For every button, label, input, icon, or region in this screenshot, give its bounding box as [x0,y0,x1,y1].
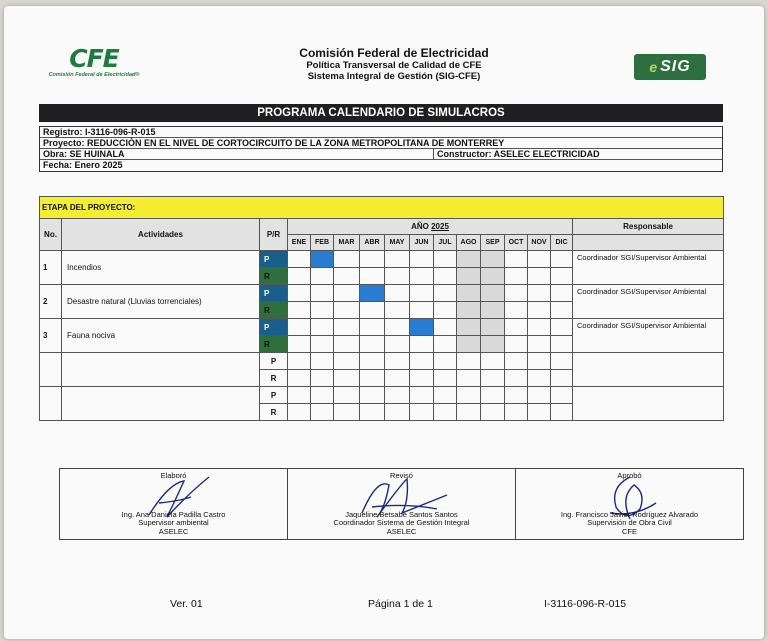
month-cell [311,302,334,319]
signature-label: Elaboró [160,471,187,480]
planned-label: P [260,251,288,268]
month-cell [360,387,385,404]
resp-subheader [573,235,724,251]
header-row [40,219,724,235]
etapa-row [40,197,724,219]
col-actividades: Actividades [62,219,260,251]
activity-number [40,353,62,387]
col-pr: P/R [260,219,288,251]
header-line-1: Comisión Federal de Electricidad [299,46,489,60]
document-header [4,44,764,94]
signature-names [288,511,515,537]
info-obra-row [40,149,722,160]
month-cell [288,302,311,319]
month-cell [551,285,573,302]
month-cell [457,319,481,336]
month-cell [360,285,385,302]
month-cell [457,404,481,421]
month-cell [434,353,457,370]
month-header: MAR [334,235,360,251]
month-cell [481,302,505,319]
month-cell [528,251,551,268]
month-cell [334,353,360,370]
month-cell [288,353,311,370]
month-cell [434,319,457,336]
signature-label: Revisó [390,471,413,480]
month-cell [360,268,385,285]
month-header: JUL [434,235,457,251]
signature-names [516,511,743,537]
month-cell [551,251,573,268]
month-cell [434,268,457,285]
month-cell [311,285,334,302]
signature-role: Supervisión de Obra Civil [587,518,672,527]
month-cell [457,302,481,319]
month-cell [385,251,410,268]
activity-number: 1 [40,251,62,285]
month-cell [360,319,385,336]
month-cell [505,319,528,336]
month-cell [434,251,457,268]
signature-reviso [288,469,516,539]
month-cell [481,268,505,285]
month-cell [528,370,551,387]
month-cell [551,404,573,421]
col-year [288,219,573,235]
month-cell [385,387,410,404]
month-header: ENE [288,235,311,251]
month-cell [457,370,481,387]
month-cell [288,336,311,353]
month-cell [410,353,434,370]
planned-label: P [260,353,288,370]
info-obra: Obra: SE HUINALA [43,149,125,159]
month-cell [288,268,311,285]
real-label: R [260,302,288,319]
planned-label: P [260,285,288,302]
responsable-cell [573,387,724,421]
info-proyecto: Proyecto: REDUCCIÓN EN EL NIVEL DE CORTOCIRCUITO DE LA ZONA METROPOLITANA DE MONTERREY [40,138,722,149]
real-label: R [260,370,288,387]
month-cell [551,370,573,387]
month-cell [385,336,410,353]
month-cell [334,387,360,404]
month-cell [505,370,528,387]
month-cell [410,285,434,302]
activity-name: Fauna nociva [62,319,260,353]
month-cell [385,319,410,336]
month-cell [481,370,505,387]
signature-elaboro [60,469,288,539]
month-cell [288,387,311,404]
schedule-table [39,196,724,421]
activity-name [62,387,260,421]
month-header: SEP [481,235,505,251]
month-cell [481,319,505,336]
month-cell [551,319,573,336]
signature-name: Jaqueline Betsabe Santos Santos [345,509,458,519]
month-cell [528,302,551,319]
month-cell [311,353,334,370]
month-cell [505,285,528,302]
month-header: FEB [311,235,334,251]
footer-code: I-3116-096-R-015 [544,598,627,610]
sig-logo-e: e [649,59,659,75]
signature-org: CFE [622,526,637,536]
responsable-cell: Coordinador SGI/Supervisor Ambiental [573,319,724,353]
activity-number: 2 [40,285,62,319]
month-cell [311,319,334,336]
month-cell [434,285,457,302]
month-header: AGO [457,235,481,251]
cfe-logo [48,46,140,78]
month-header: ABR [360,235,385,251]
month-cell [385,285,410,302]
month-cell [457,268,481,285]
signature-name: Ing. Francisco Javier Rodríguez Alvarado [560,509,699,519]
month-cell [481,387,505,404]
responsable-cell: Coordinador SGI/Supervisor Ambiental [573,285,724,319]
month-cell [528,404,551,421]
real-label: R [260,404,288,421]
month-cell [410,251,434,268]
planned-label: P [260,387,288,404]
month-header: DIC [551,235,573,251]
month-cell [288,285,311,302]
month-cell [505,268,528,285]
month-cell [288,404,311,421]
header-line-2: Política Transversal de Calidad de CFE [306,60,482,71]
month-cell [457,353,481,370]
month-cell [360,251,385,268]
month-cell [385,353,410,370]
col-responsable: Responsable [573,219,724,235]
month-cell [505,336,528,353]
real-label: R [260,336,288,353]
signature-name: Ing. Ana Daniela Padilla Castro [121,509,226,519]
month-cell [311,251,334,268]
month-cell [385,268,410,285]
month-cell [551,302,573,319]
month-cell [311,268,334,285]
month-cell [434,336,457,353]
etapa-label: ETAPA DEL PROYECTO: [40,197,724,219]
month-cell [457,285,481,302]
month-cell [334,319,360,336]
month-cell [334,285,360,302]
signature-names [60,511,287,537]
footer-version: Ver. 01 [170,598,203,610]
month-cell [334,370,360,387]
month-cell [410,336,434,353]
document-page [4,6,764,639]
sig-logo [634,54,706,80]
month-cell [551,268,573,285]
month-cell [360,404,385,421]
month-header: NOV [528,235,551,251]
month-cell [481,404,505,421]
month-cell [288,370,311,387]
sig-logo-text: SIG [660,58,691,75]
footer-page: Página 1 de 1 [368,598,433,610]
responsable-cell [573,353,724,387]
month-cell [505,251,528,268]
month-cell [410,268,434,285]
planned-label: P [260,319,288,336]
signature-role: Supervisor ambiental [138,518,209,527]
col-year-value: 2025 [431,222,449,231]
month-cell [551,387,573,404]
month-cell [410,387,434,404]
activity-number [40,387,62,421]
activity-name: Incendios [62,251,260,285]
activities-body [40,251,724,421]
signature-label: Aprobó [617,471,642,480]
table-row [40,285,724,302]
month-cell [410,302,434,319]
month-cell [334,251,360,268]
month-cell [385,370,410,387]
table-row [40,353,724,370]
month-header: OCT [505,235,528,251]
month-cell [505,353,528,370]
info-constructor: Constructor: ASELEC ELECTRICIDAD [433,149,722,159]
month-cell [288,251,311,268]
header-text [274,46,514,82]
month-cell [410,404,434,421]
month-cell [481,336,505,353]
month-cell [528,319,551,336]
month-cell [434,387,457,404]
month-cell [457,336,481,353]
signature-org: ASELEC [386,526,417,536]
month-cell [360,370,385,387]
month-cell [385,302,410,319]
signature-org: ASELEC [158,526,189,536]
header-line-3: Sistema Integral de Gestión (SIG-CFE) [307,71,481,82]
month-cell [311,370,334,387]
col-year-prefix: AÑO [411,222,429,231]
month-cell [481,285,505,302]
signature-block [59,468,744,540]
month-header: JUN [410,235,434,251]
month-cell [528,353,551,370]
month-cell [528,268,551,285]
month-cell [528,285,551,302]
month-cell [481,353,505,370]
cfe-logo-mark: CFE [69,44,119,73]
month-cell [457,387,481,404]
project-info [39,126,723,172]
month-header: MAY [385,235,410,251]
month-cell [528,336,551,353]
month-cell [334,302,360,319]
month-cell [360,336,385,353]
month-cell [410,319,434,336]
signature-role: Coordinador Sistema de Gestión Integral [333,518,470,527]
month-cell [551,353,573,370]
month-cell [505,302,528,319]
month-cell [551,336,573,353]
month-cell [434,302,457,319]
responsable-cell: Coordinador SGI/Supervisor Ambiental [573,251,724,285]
month-cell [434,370,457,387]
month-cell [311,404,334,421]
month-cell [360,353,385,370]
col-no: No. [40,219,62,251]
month-cell [505,404,528,421]
table-row [40,387,724,404]
month-cell [505,387,528,404]
month-cell [334,268,360,285]
month-cell [528,387,551,404]
info-registro: Registro: I-3116-096-R-015 [40,127,722,138]
activity-number: 3 [40,319,62,353]
cfe-logo-subtitle: Comisión Federal de Electricidad® [48,72,140,78]
month-cell [481,251,505,268]
info-fecha: Fecha: Enero 2025 [43,160,123,170]
month-cell [288,319,311,336]
month-cell [311,336,334,353]
month-cell [334,404,360,421]
month-cell [311,387,334,404]
month-cell [457,251,481,268]
document-title: PROGRAMA CALENDARIO DE SIMULACROS [39,104,723,122]
signature-aprobo [516,469,743,539]
table-row [40,319,724,336]
month-cell [434,404,457,421]
activity-name: Desastre natural (Lluvias torrenciales) [62,285,260,319]
month-cell [385,404,410,421]
month-cell [410,370,434,387]
table-row [40,251,724,268]
real-label: R [260,268,288,285]
month-cell [334,336,360,353]
month-cell [360,302,385,319]
activity-name [62,353,260,387]
